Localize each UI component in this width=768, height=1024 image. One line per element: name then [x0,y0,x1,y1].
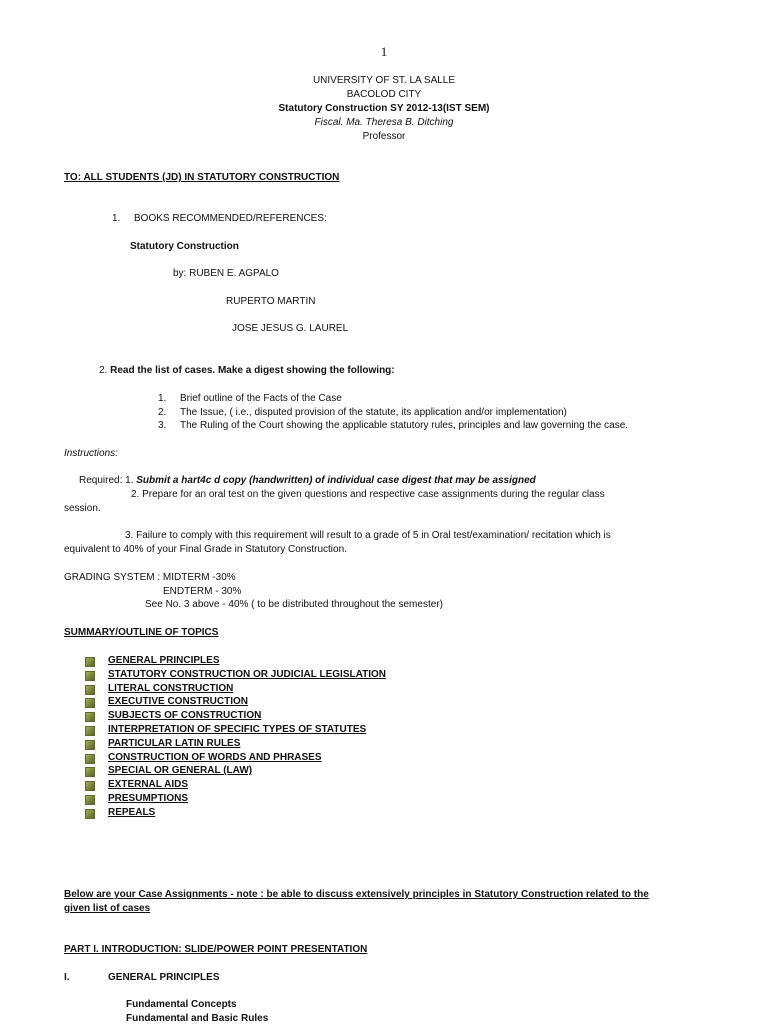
grading-line-2: ENDTERM - 30% [163,586,242,597]
part1-heading: PART I. INTRODUCTION: SLIDE/POWER POINT PRESENTATION [64,944,368,955]
digest-item-2: The Issue, ( i.e., disputed provision of the statute, its application and/or implementation) [180,407,567,418]
assignments-line-1: Below are your Case Assignments - note : be able to discuss extensively principles in Statutory Construction related to the [64,889,649,900]
topic-item: REPEALS [108,806,156,818]
section-number: I. [64,972,70,983]
city-name: BACOLOD CITY [346,89,422,100]
books-heading: BOOKS RECOMMENDED/REFERENCES: [134,213,327,224]
square-bullet-icon [85,781,95,791]
book-author-2: RUPERTO MARTIN [226,296,316,307]
digest-heading [99,365,395,376]
to-line: TO: ALL STUDENTS (JD) IN STATUTORY CONSTRUCTION [64,172,340,183]
square-bullet-icon [85,726,95,736]
section-title: GENERAL PRINCIPLES [108,972,220,983]
instruction-2-line-2: session. [64,503,101,514]
grading-line-3: See No. 3 above - 40% ( to be distributed throughout the semester) [145,599,443,610]
topic-item: PARTICULAR LATIN RULES [108,737,241,749]
digest-item-1: Brief outline of the Facts of the Case [180,393,342,404]
books-heading-number: 1. [112,213,121,224]
square-bullet-icon [85,767,95,777]
digest-heading-number: 2. [99,365,111,376]
topic-item: CONSTRUCTION OF WORDS AND PHRASES [108,751,322,763]
course-title: Statutory Construction SY 2012-13(IST SEM) [278,103,490,114]
topic-item: SUBJECTS OF CONSTRUCTION [108,710,262,722]
subsection-2: Fundamental and Basic Rules [126,1013,269,1024]
topic-item: SPECIAL OR GENERAL (LAW) [108,765,253,777]
square-bullet-icon [85,712,95,722]
required-text: Submit a hart4c d copy (handwritten) of individual case digest that may be assigned [136,475,536,486]
instruction-3-line-1: 3. Failure to comply with this requirement will result to a grade of 5 in Oral test/examination/ recitation which is [125,530,611,541]
square-bullet-icon [85,809,95,819]
digest-item-3: The Ruling of the Court showing the applicable statutory rules, principles and law governing the case. [180,420,629,431]
topic-item: PRESUMPTIONS [108,793,189,804]
square-bullet-icon [85,698,95,708]
page-number: 1 [380,44,388,59]
square-bullet-icon [85,671,95,681]
professor-title: Professor [362,131,406,142]
topic-item: GENERAL PRINCIPLES [108,655,220,666]
topic-item: EXECUTIVE CONSTRUCTION [108,696,249,708]
subsection-1: Fundamental Concepts [126,999,237,1010]
square-bullet-icon [85,754,95,764]
summary-heading: SUMMARY/OUTLINE OF TOPICS [64,627,219,638]
digest-heading-text: Read the list of cases. Make a digest showing the following: [110,365,395,376]
instructions-label: Instructions: [64,448,118,459]
topic-item: EXTERNAL AIDS [108,779,189,791]
university-name: UNIVERSITY OF ST. LA SALLE [312,75,456,86]
digest-item-2-number: 2. [158,407,167,418]
book-author-3: JOSE JESUS G. LAUREL [232,323,349,334]
digest-item-1-number: 1. [158,393,167,404]
required-prefix: Required: 1. [79,475,137,486]
square-bullet-icon [85,657,95,667]
square-bullet-icon [85,740,95,750]
book-author-1: by: RUBEN E. AGPALO [173,268,279,279]
professor-name: Fiscal. Ma. Theresa B. Ditching [314,117,454,128]
square-bullet-icon [85,685,95,695]
topic-item: LITERAL CONSTRUCTION [108,682,234,694]
book-title: Statutory Construction [130,241,239,252]
square-bullet-icon [85,795,95,805]
grading-line-1: GRADING SYSTEM : MIDTERM -30% [64,572,236,583]
digest-item-3-number: 3. [158,420,167,431]
instruction-3-line-2: equivalent to 40% of your Final Grade in Statutory Construction. [64,544,347,555]
topic-item: STATUTORY CONSTRUCTION OR JUDICIAL LEGISLATION [108,668,386,680]
assignments-line-2: given list of cases [64,903,151,914]
instruction-2-line-1: 2. Prepare for an oral test on the given questions and respective case assignments during the regular class [131,489,605,500]
required-line [79,475,536,486]
topic-item: INTERPRETATION OF SPECIFIC TYPES OF STATUTES [108,724,367,735]
